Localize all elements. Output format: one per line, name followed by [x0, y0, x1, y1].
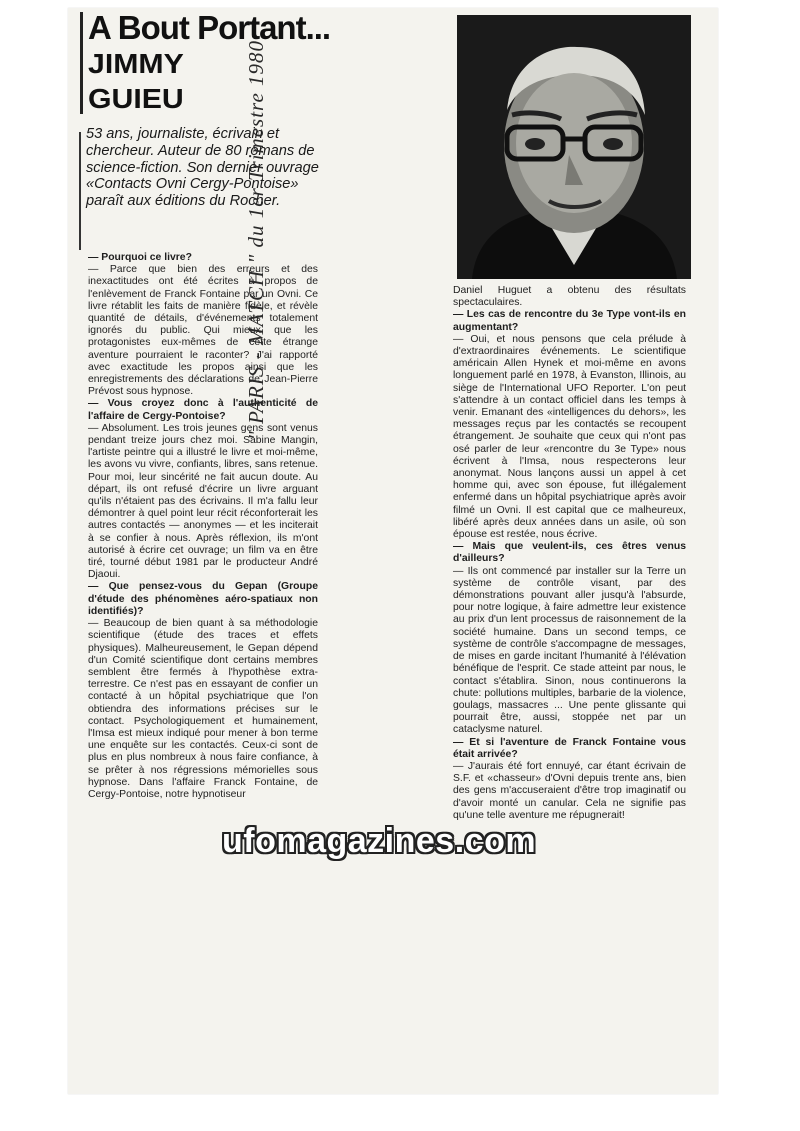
question: — Mais que veulent-ils, ces êtres venus d'ailleurs?: [453, 541, 686, 565]
answer: — Beaucoup de bien quant à sa méthodologie scientifique (étude des traces et effets physiques). Malheureusement, le Gepan dépend d'un Comité scientifique dont certains membres semblent être fermés à l'hypothèse extra-terrestre. Ce n'est pas en essayant de confier un contacté à un hôpital psychiatrique que l'on obtiendra des informations précises sur le contact. Psychologiquement et humainement, l'Imsa est mieux indiqué pour mener à bon terme une enquête sur les contactés. Ceux-ci sont de plus en plus nombreux à nous faire confiance, à se prêter à nos régressions mémorielles sous hypnose. Dans l'affaire Franck Fontaine, de Cergy-Pontoise, notre hypnotiseur: [88, 618, 318, 800]
portrait-photo: [457, 15, 691, 279]
watermark: ufomagazines.com: [222, 822, 537, 860]
question: — Vous croyez donc à l'authenticité de l'affaire de Cergy-Pontoise?: [88, 398, 318, 422]
question: — Et si l'aventure de Franck Fontaine vous était arrivée?: [453, 736, 686, 760]
answer: — Absolument. Les trois jeunes gens sont venus pendant treize jours chez moi. Sabine Mangin, l'artiste peintre qui a illustré le livre et moi-même, les avons vu vivre, confiants, libres, sans retenue. Pour moi, leur sincérité ne fait aucun doute. Au départ, ils ont refusé d'écrire un livre arguant qu'ils n'étaient pas des écrivains. Il m'a fallu leur démontrer à quel point leur récit réconforterait les autres contactés — anonymes — et les inciterait à se confier à nous. Après réflexion, ils m'ont autorisé à écrire cet ouvrage; un film va en être tiré, tourné début 1981 par le producteur André Djaoui.: [88, 422, 318, 581]
author-name-last: GUIEU: [88, 83, 184, 114]
portrait-photo-drawing: [457, 15, 691, 279]
lead-rule: [79, 132, 81, 250]
answer: — Ils ont commencé par installer sur la Terre un système de contrôle visant, par des démonstrations pouvant aller jusqu'à l'absurde, pour notre logique, à faire admettre leur existence au prix d'un lent processus de raisonnement de la société humaine. Dans un second temps, ce système de contrôle s'accompagne de messages, de mises en garde incitant l'humanité à l'élévation bénéfique de l'esprit. Ce stade atteint par nous, le contact s'établira. Sinon, nous continuerons la chute: pollutions multiples, barbarie de la violence, goulags, massacres ... Une pente glissante qui pourrait être, aussi, stoppée net par un cataclysme naturel.: [453, 565, 686, 736]
author-name-first: JIMMY: [88, 48, 184, 79]
handwritten-annotation: " PARIS - MATCH " du 1er Trimestre 1980: [244, 39, 268, 440]
left-column: [88, 252, 318, 801]
question: — Pourquoi ce livre?: [88, 252, 192, 263]
header-rule: [80, 12, 83, 114]
answer: — Parce que bien des erreurs et des inexactitudes ont été écrites à propos de l'enlèvement de Franck Fontaine par un Ovni. Ce livre rétablit les faits de manière fidèle, et révèle quantité de détails, d'événements totalement ignorés du public. Qui mieux que les protagonistes eux-mêmes de cette étrange aventure pourraient le raconter? J'ai rapporté avec exactitude les propos ainsi que les enregistrements des déclarations de Jean-Pierre Prévost sous hypnose.: [88, 264, 318, 398]
question: — Que pensez-vous du Gepan (Groupe d'étude des phénomènes aéro-spatiaux non identifiés)?: [88, 581, 318, 617]
lead-block: [86, 126, 338, 210]
question: — Les cas de rencontre du 3e Type vont-ils en augmentant?: [453, 309, 686, 333]
answer: — J'aurais été fort ennuyé, car étant écrivain de S.F. et «chasseur» d'Ovni depuis trente ans, bien des gens m'accuseraient d'être trop imaginatif ou d'avoir monté un canular. Cela ne signifie pas qu'une telle aventure me répugnerait!: [453, 760, 686, 821]
right-column: [453, 285, 686, 822]
answer: — Oui, et nous pensons que cela prélude à d'extraordinaires événements. Le scientifique américain Allen Hynek et moi-même en avons longuement parlé en 1978, à Evanston, Illinois, au siège de l'International UFO Reporter. L'on peut s'attendre à un contact officiel dans les temps à venir. Emanant des «intelligences du dehors», les messages reçus par les contactés se recoupent étrangement. Je souhaite que ceux qui n'ont pas osé parler de leur «rencontre du 3e Type» nous écrivent à l'Imsa, nous respecterons leur anonymat. Nous lançons aussi un appel à cet homme qui, avec son épouse, fut illégalement enfermé dans un hôpital psychiatrique après avoir filmé un Ovni. Il est capital que ce malheureux, libéré après deux années dans un asile, où son épouse est restée, nous écrive.: [453, 333, 686, 541]
lead-text: 53 ans, journaliste, écrivain et chercheur. Auteur de 80 romans de science-fiction. Son dernier ouvrage «Contacts Ovni Cergy-Pontoise» paraît aux éditions du Rocher.: [86, 126, 319, 210]
photo-caption: Daniel Huguet a obtenu des résultats spectaculaires.: [453, 285, 686, 309]
article-title: A Bout Portant...: [88, 9, 331, 46]
